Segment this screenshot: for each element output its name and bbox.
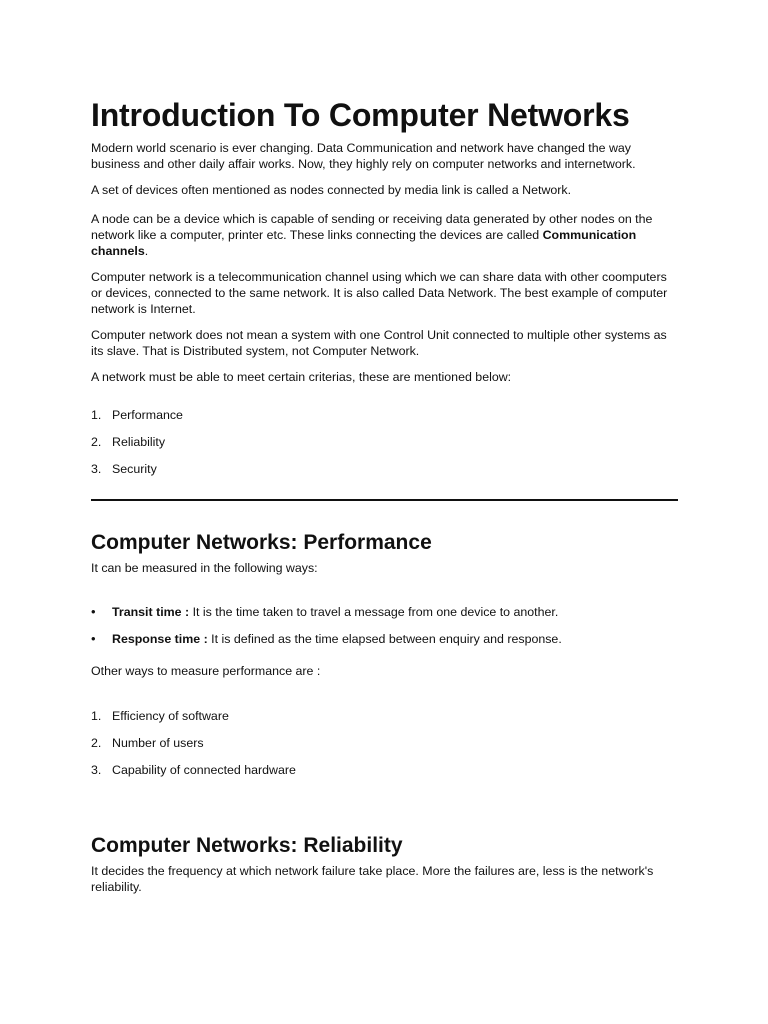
list-number: 1. [91,709,102,723]
list-number: 1. [91,408,102,422]
intro-paragraph-1: Modern world scenario is ever changing. Data Communication and network have changed the way business and other daily affair works. Now, they highly rely on computer networks and internetwork. [91,141,636,171]
performance-other: Other ways to measure performance are : [91,664,321,678]
reliability-heading: Computer Networks: Reliability [91,834,403,857]
list-item-label: Reliability [112,435,166,449]
performance-bullets [91,604,678,647]
page-title: Introduction To Computer Networks [91,97,630,133]
list-item [91,407,678,423]
list-item-label: Number of users [112,736,204,750]
list-item [91,461,678,477]
performance-heading: Computer Networks: Performance [91,531,432,554]
list-item-label: Capability of connected hardware [112,763,296,777]
section-divider [91,499,678,501]
list-item-label: Performance [112,408,183,422]
intro-paragraph-4: Computer network is a telecommunication channel using which we can share data with other coomputers or devices, connected to the same network. It is also called Data Network. The best example of computer network is Internet. [91,270,668,316]
bullet-icon: • [91,604,96,619]
response-time-term: Response time : [112,632,208,646]
communication-channels-term: Communication channels [91,228,637,258]
reliability-text: It decides the frequency at which network failure take place. More the failures are, less is the network's reliability. [91,864,654,894]
list-item [91,604,678,620]
intro-paragraph-5: Computer network does not mean a system with one Control Unit connected to multiple other systems as its slave. That is Distributed system, not Computer Network. [91,328,667,358]
response-time-text: It is defined as the time elapsed between enquiry and response. [207,632,562,646]
performance-list [91,708,678,778]
list-item [91,631,678,647]
transit-time-text: It is the time taken to travel a message from one device to another. [189,605,559,619]
list-item-label: Security [112,462,157,476]
intro-paragraph-3-end: . [144,244,149,258]
intro-paragraph-3 [91,211,678,259]
list-item-label: Efficiency of software [112,709,229,723]
list-number: 3. [91,763,102,777]
list-item [91,708,678,724]
intro-paragraph-6: A network must be able to meet certain criterias, these are mentioned below: [91,370,512,384]
performance-intro: It can be measured in the following ways: [91,561,318,575]
intro-paragraph-2: A set of devices often mentioned as nodes connected by media link is called a Network. [91,183,572,197]
list-number: 2. [91,435,102,449]
list-item [91,762,678,778]
transit-time-term: Transit time : [112,605,190,619]
list-number: 2. [91,736,102,750]
list-item [91,735,678,751]
list-item [91,434,678,450]
criteria-list [91,407,678,477]
list-number: 3. [91,462,102,476]
bullet-icon: • [91,631,96,646]
intro-paragraph-3-text: A node can be a device which is capable of sending or receiving data generated by other nodes on the network like a computer, printer etc. These links connecting the devices are called [91,212,653,242]
